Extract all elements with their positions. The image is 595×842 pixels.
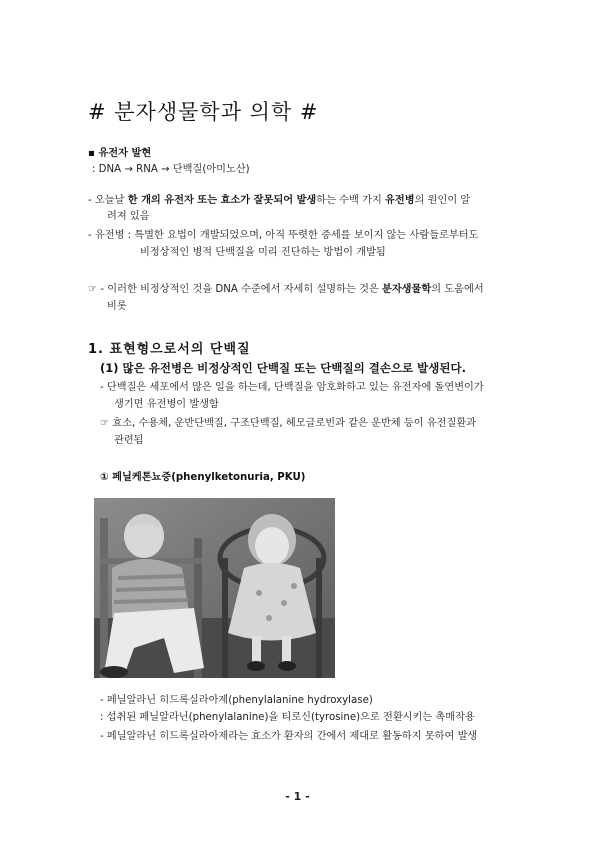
pku-children-photo [94, 498, 335, 678]
page-title: # 분자생물학과 의학 # [88, 100, 319, 124]
pointing-hand-icon: ☞ [100, 418, 110, 429]
note-molecular-biology: ☞ - 이러한 비정상적인 것을 DNA 수준에서 자세히 설명하는 것은 분자생물학의 도움에서 [88, 284, 484, 295]
gene-flow-text: : DNA → RNA → 단백질(아미노산) [92, 164, 250, 175]
paragraph-genetic-disease-cont: 려져 있음 [107, 211, 150, 222]
bottom-line-cause: - 페닐알라닌 히드록실라아제라는 효소가 환자의 간에서 제대로 활동하지 못하여 발생 [100, 731, 478, 742]
section-heading-gene-expression: ▪ 유전자 발현 [88, 148, 152, 159]
subsection-1-heading: (1) 많은 유전병은 비정상적인 단백질 또는 단백질의 결손으로 발생된다. [100, 361, 466, 375]
paragraph-genetic-disease: - 오늘날 한 개의 유전자 또는 효소가 잘못되어 발생하는 수백 가지 유전병의 원인이 알 [88, 195, 471, 206]
paragraph-diagnosis-cont: 비정상적인 병적 단백질을 미리 진단하는 방법이 개발됨 [140, 247, 386, 258]
bottom-line-catalysis: : 섭취된 페닐알라닌(phenylalanine)을 티로신(tyrosine)으로 전환시키는 촉매작용 [100, 712, 475, 723]
paragraph-protein-cont: 생기면 유전병이 발생함 [114, 399, 219, 410]
note-molecular-biology-cont: 비롯 [107, 301, 127, 312]
note-protein-types: ☞ 효소, 수용체, 운반단백질, 구조단백질, 헤모글로빈과 같은 운반체 등이 유전질환과 [100, 418, 477, 429]
photo-illustration [94, 498, 335, 678]
section-1-heading: 1. 표현형으로서의 단백질 [88, 342, 251, 357]
paragraph-diagnosis: - 유전병 : 특별한 요법이 개발되었으며, 아직 뚜렷한 증세를 보이지 않는 사람들로부터도 [88, 230, 479, 241]
pointing-hand-icon: ☞ [88, 284, 98, 295]
note-protein-types-cont: 관련됨 [114, 435, 144, 446]
pku-heading: ① 페닐케톤뇨증(phenylketonuria, PKU) [100, 472, 306, 483]
bullet-icon: ▪ [88, 148, 99, 159]
bottom-line-enzyme: - 페닐알라닌 히드록실라아제(phenylalanine hydroxylase) [100, 695, 373, 706]
paragraph-protein: - 단백질은 세포에서 많은 일을 하는데, 단백질을 암호화하고 있는 유전자에 돌연변이가 [100, 382, 484, 393]
page-number: - 1 - [285, 790, 310, 803]
